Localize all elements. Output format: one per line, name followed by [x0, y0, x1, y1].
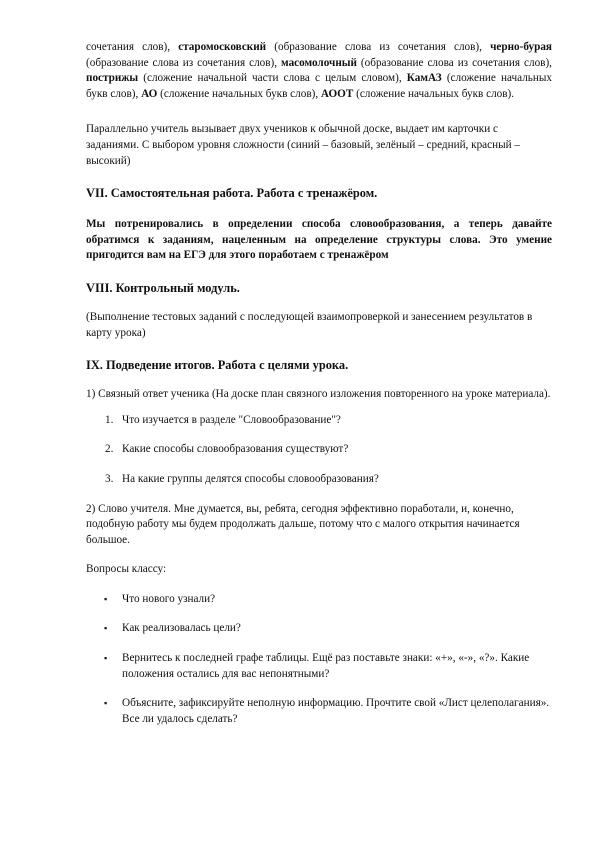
intro-paragraph: [86, 40, 552, 102]
list-item-text: Что изучается в разделе "Словообразование"?: [122, 413, 341, 426]
numbered-question-list: [86, 413, 552, 488]
text-run: (образование слова из сочетания слов),: [86, 56, 282, 69]
list-item: [86, 696, 552, 727]
section8-heading: VIII. Контрольный модуль.: [86, 280, 240, 295]
list-item-text: Вернитесь к последней графе таблицы. Ещё раз поставьте знаки: «+», «-», «?». Какие положения остались для вас непонятными?: [122, 652, 530, 680]
section8-text: (Выполнение тестовых заданий с последующей взаимопроверкой и занесением результатов в карту урока): [86, 310, 533, 339]
example-word: КамАЗ: [406, 72, 442, 85]
list-item: [86, 442, 552, 458]
text-run: (сложение начальных букв слов).: [353, 87, 515, 100]
section7-heading: VII. Самостоятельная работа. Работа с тренажёром.: [86, 186, 378, 201]
list-item: [86, 413, 552, 429]
list-item-text: Объясните, зафиксируйте неполную информацию. Прочтите свой «Лист целеполагания». Все ли удалось сделать?: [122, 697, 550, 725]
list-item-text: Что нового узнали?: [122, 592, 216, 605]
teacher-word: 2) Слово учителя. Мне думается, вы, ребята, сегодня эффективно поработали, и, конечно, подобную работу мы будем продолжать дальше, потому что с малого открытия начинается большое.: [86, 502, 520, 546]
example-word: АО: [141, 87, 158, 100]
answer-intro: 1) Связный ответ ученика (На доске план связного изложения повторенного на уроке материала).: [86, 388, 551, 401]
text-run: (образование слова из сочетания слов),: [356, 56, 552, 69]
list-item: [86, 651, 552, 682]
list-number: 2.: [105, 443, 114, 456]
text-run: (сложение начальных букв слов),: [86, 72, 552, 100]
text-run: сочетания слов),: [86, 41, 179, 53]
text-run: (сложение начальных букв слов),: [157, 87, 321, 100]
example-word: черно-бурая: [490, 41, 552, 53]
example-word: пострижы: [86, 72, 139, 85]
list-item-text: На какие группы делятся способы словообразования?: [122, 472, 379, 485]
list-item: [86, 621, 552, 637]
list-item-text: Какие способы словообразования существуют?: [122, 443, 349, 456]
square-bullet-icon: ▪: [104, 623, 108, 634]
text-run: (сложение начальной части слова с целым словом),: [138, 72, 407, 85]
list-item-text: Как реализовалась цели?: [122, 622, 241, 635]
example-word: масомолочный: [281, 56, 357, 69]
list-number: 1.: [105, 413, 114, 426]
section9-heading: IX. Подведение итогов. Работа с целями урока.: [86, 358, 349, 373]
text-run: (образование слова из сочетания слов),: [266, 41, 491, 53]
class-questions-label: Вопросы классу:: [86, 563, 167, 576]
list-item: [86, 592, 552, 608]
section7-text: Мы потренировались в определении способа словообразования, а теперь давайте обратимся к заданиям, нацеленным на определение структуры слова. Это умение пригодится вам на ЕГЭ для этого поработаем с тренажёром: [86, 218, 552, 262]
square-bullet-icon: ▪: [104, 698, 108, 709]
example-word: АООТ: [320, 87, 354, 100]
example-word: старомосковский: [178, 41, 267, 53]
document-page: [86, 40, 552, 741]
teacher-note: Параллельно учитель вызывает двух учеников к обычной доске, выдает им карточки с заданиями. С выбором уровня сложности (синий – базовый, зелёный – средний, красный – высокий): [86, 123, 520, 167]
list-number: 3.: [105, 472, 114, 485]
square-bullet-icon: ▪: [104, 593, 108, 604]
square-bullet-icon: ▪: [104, 653, 108, 664]
bullet-question-list: [86, 592, 552, 728]
list-item: [86, 472, 552, 488]
